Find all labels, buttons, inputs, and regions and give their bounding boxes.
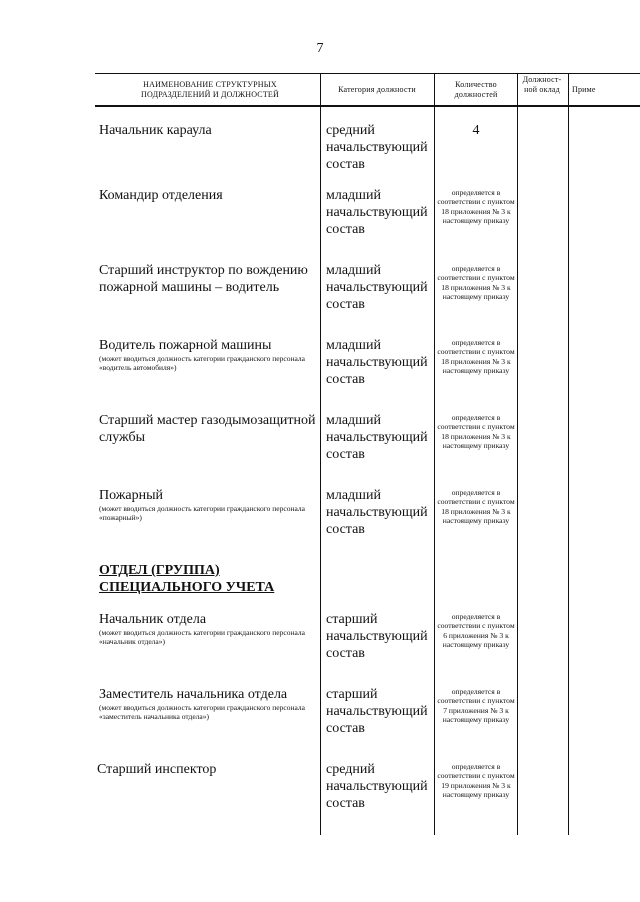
col-divider-3 [517, 73, 518, 835]
header-bottom-rule [95, 105, 640, 107]
position-quantity: определяется в соответствии с пунктом 18 приложения № 3 к настоящему приказу [437, 488, 515, 526]
position-name: Водитель пожарной машины [99, 338, 272, 353]
header-quantity: Количество должностей [454, 80, 498, 99]
col-divider-4 [568, 73, 569, 835]
position-quantity: определяется в соответствии с пунктом 7 приложения № 3 к настоящему приказу [437, 687, 515, 725]
position-name: Старший инспектор [97, 762, 217, 777]
position-category: старший начальствующий состав [326, 687, 428, 736]
header-salary: Должност-ной оклад [522, 75, 562, 94]
position-category: младший начальствующий состав [326, 488, 428, 537]
position-note: (может вводиться должность категории гражданского персонала «пожарный») [99, 504, 305, 522]
page-number: 7 [316, 41, 324, 56]
position-quantity: 4 [472, 123, 480, 138]
position-quantity: определяется в соответствии с пунктом 18 приложения № 3 к настоящему приказу [437, 338, 515, 376]
position-name: Старший инструктор по вождению пожарной машины – водитель [99, 263, 308, 295]
position-name: Начальник караула [99, 123, 212, 138]
position-note: (может вводиться должность категории гражданского персонала «заместитель начальника отдела») [99, 703, 305, 721]
position-quantity: определяется в соответствии с пунктом 18 приложения № 3 к настоящему приказу [437, 188, 515, 226]
header-name: НАИМЕНОВАНИЕ СТРУКТУРНЫХ ПОДРАЗДЕЛЕНИЙ И ДОЛЖНОСТЕЙ [141, 80, 279, 99]
position-category: младший начальствующий состав [326, 338, 428, 387]
position-name: Командир отделения [99, 188, 223, 203]
position-quantity: определяется в соответствии с пунктом 18 приложения № 3 к настоящему приказу [437, 264, 515, 302]
header-category: Категория должности [338, 85, 416, 94]
section-title: ОТДЕЛ (ГРУППА) СПЕЦИАЛЬНОГО УЧЕТА [99, 563, 275, 595]
position-quantity: определяется в соответствии с пунктом 6 приложения № 3 к настоящему приказу [437, 612, 515, 650]
header-note: Приме [572, 85, 596, 94]
position-category: младший начальствующий состав [326, 188, 428, 237]
position-name: Пожарный [99, 488, 164, 503]
position-name: Начальник отдела [99, 612, 207, 627]
position-name: Старший мастер газодымозащитной службы [99, 413, 316, 445]
position-quantity: определяется в соответствии с пунктом 18 приложения № 3 к настоящему приказу [437, 413, 515, 451]
position-category: старший начальствующий состав [326, 612, 428, 661]
position-category: средний начальствующий состав [326, 123, 428, 172]
position-name: Заместитель начальника отдела [99, 687, 288, 702]
position-category: младший начальствующий состав [326, 263, 428, 312]
position-quantity: определяется в соответствии с пунктом 19 приложения № 3 к настоящему приказу [437, 762, 515, 800]
position-note: (может вводиться должность категории гражданского персонала «водитель автомобиля») [99, 354, 305, 372]
header-top-rule [95, 73, 640, 74]
col-divider-1 [320, 73, 321, 835]
col-divider-2 [434, 73, 435, 835]
position-note: (может вводиться должность категории гражданского персонала «начальник отдела») [99, 628, 305, 646]
position-category: средний начальствующий состав [326, 762, 428, 811]
position-category: младший начальствующий состав [326, 413, 428, 462]
